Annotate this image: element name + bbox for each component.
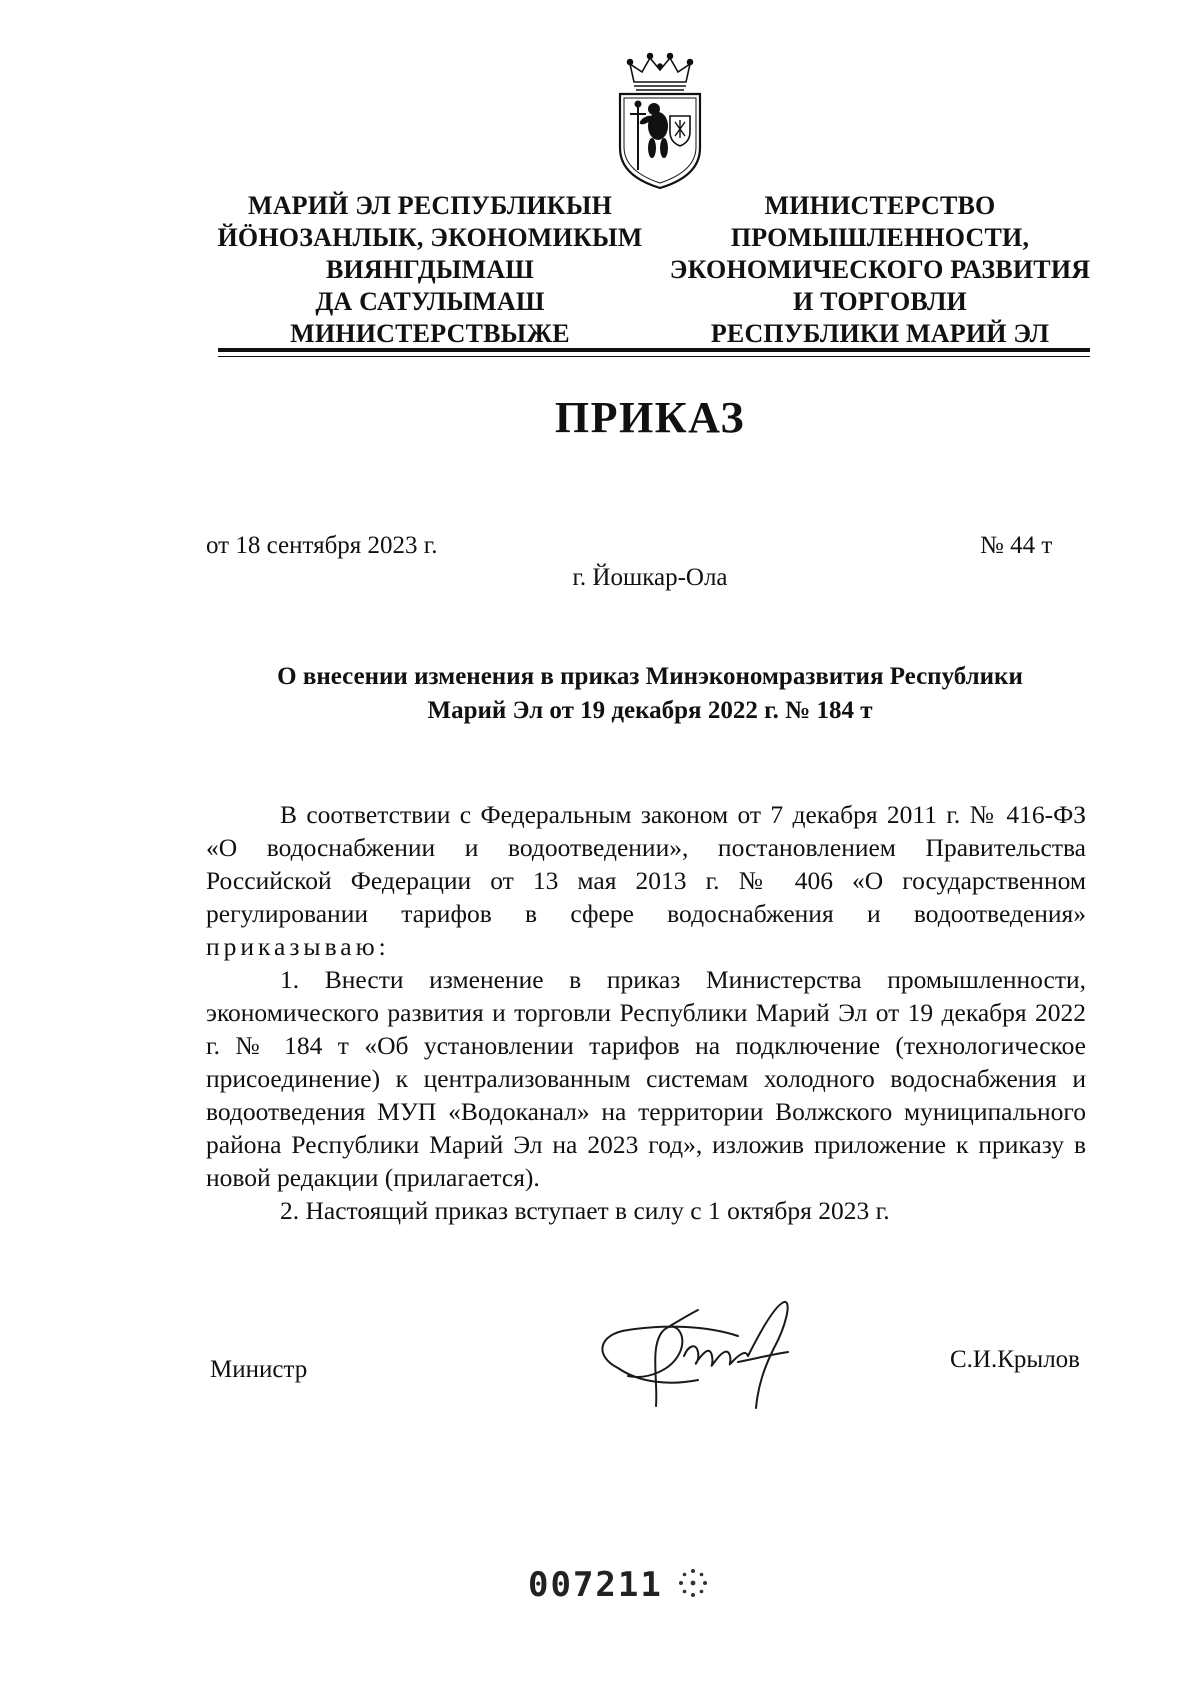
document-city: г. Йошкар-Ола [572,564,728,591]
preamble-paragraph [206,798,1086,963]
document-date: от 18 сентября 2023 г. [206,532,438,559]
subject-line: О внесении изменения в приказ Минэкономразвития Республики [277,663,1023,690]
header-right-line: ЭКОНОМИЧЕСКОГО РАЗВИТИЯ [669,255,1091,284]
document-body [206,798,1086,1227]
serial-number: 007211 [528,1565,663,1605]
handwritten-signature [588,1296,828,1416]
signatory-name: С.И.Крылов [950,1346,1080,1373]
header-right-line: ПРОМЫШЛЕННОСТИ, [730,223,1030,252]
order-word: приказываю: [206,932,390,961]
header-left-line: ВИЯНГДЫМАШ [325,255,535,284]
coat-of-arms-emblem [612,52,708,192]
preamble-text: В соответствии с Федеральным законом от 7 декабря 2011 г. № 416-ФЗ «О водоснабжении и водоотведении», постановлением Правительства Российской Федерации от 13 мая 2013 г. № 406 «О государственном регулировании тарифов в сфере водоснабжения и водоотведения» [206,800,1086,928]
signatory-role: Министр [210,1356,308,1383]
document-title: ПРИКАЗ [554,393,746,442]
header-left-line: ЙӦНОЗАНЛЫК, ЭКОНОМИКЫМ [217,223,643,252]
subject-line: Марий Эл от 19 декабря 2022 г. № 184 т [427,697,873,724]
order-item-1: 1. Внести изменение в приказ Министерства промышленности, экономического развития и торговли Республики Марий Эл от 19 декабря 2022 г. № 184 т «Об установлении тарифов на подключение (технологическое присоединение) к централизованным системам холодного водоснабжения и водоотведения МУП «Водоканал» на территории Волжского муниципального района Республики Марий Эл на 2023 год», изложив приложение к приказу в новой редакции (прилагается). [206,965,1086,1192]
document-subject [200,660,1100,728]
header-left-line: МИНИСТЕРСТВЫЖЕ [290,319,570,348]
header-right-ministry-name-russian [660,190,1100,350]
header-divider-thick [218,348,1090,352]
header-right-line: РЕСПУБЛИКИ МАРИЙ ЭЛ [710,319,1050,348]
header-left-ministry-name-mari [210,190,650,350]
document-number: № 44 т [980,532,1053,559]
order-item-2: 2. Настоящий приказ вступает в силу с 1 октября 2023 г. [280,1196,890,1225]
header-left-line: МАРИЙ ЭЛ РЕСПУБЛИКЫН [247,191,613,220]
header-right-line: МИНИСТЕРСТВО [764,191,996,220]
header-right-line: И ТОРГОВЛИ [793,287,967,316]
header-left-line: ДА САТУЛЫМАШ [315,287,545,316]
header-divider-thin [218,356,1090,357]
security-star-icon [676,1566,710,1600]
